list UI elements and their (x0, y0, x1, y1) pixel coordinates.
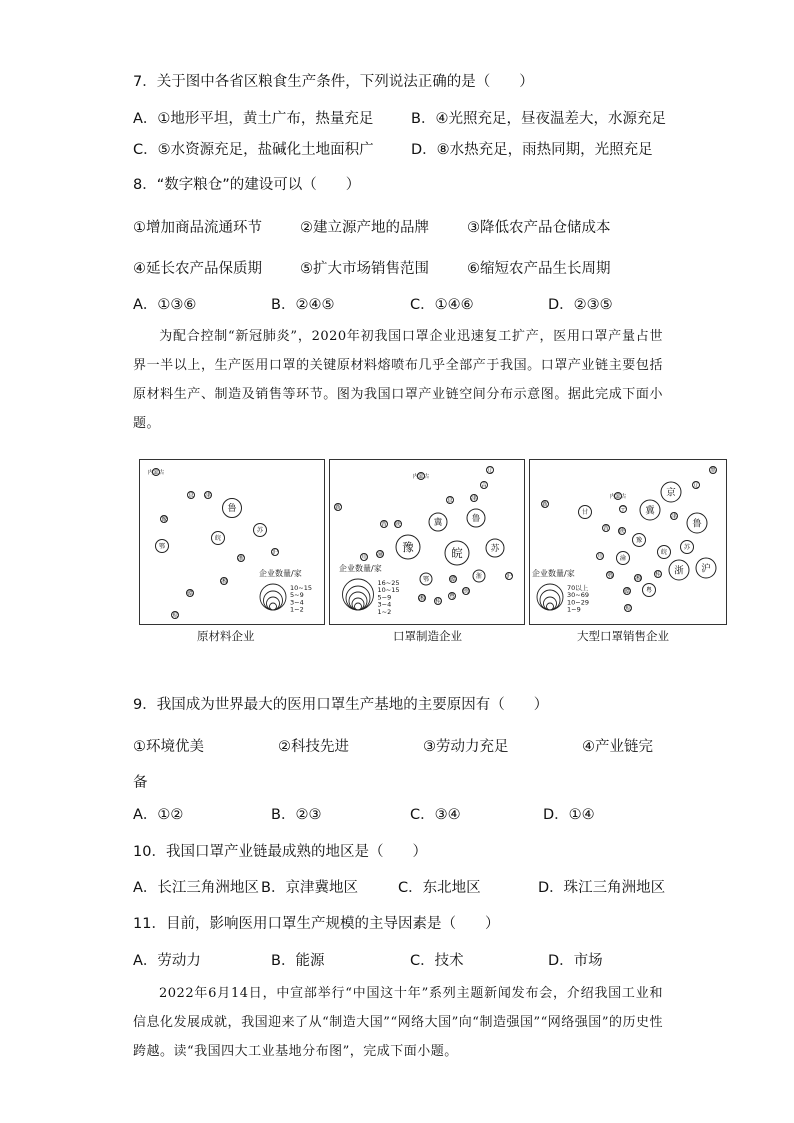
q7-option-c[interactable]: C．⑤水资源充足，盐碱化土地面积广 (133, 142, 374, 158)
legend-circle (355, 603, 362, 610)
bubble-label: 桂 (654, 571, 662, 579)
bubble-label: 闽 (462, 588, 470, 596)
legend-circle (270, 603, 277, 610)
legend-circle (267, 597, 280, 610)
bubble-label: 鲁 (692, 518, 702, 530)
bubble-label: 琼 (624, 605, 632, 613)
q10-option-b[interactable]: B．京津冀地区 (261, 880, 358, 896)
bubble-label: 内蒙古 (609, 493, 627, 500)
bubble-label: 京 (666, 487, 676, 499)
bubble-label: 陕 (394, 521, 402, 529)
legend-title: 企业数量/家 (339, 564, 382, 573)
bubble-label: 内蒙古 (412, 473, 430, 480)
q11-option-b[interactable]: B．能源 (271, 953, 325, 969)
bubble-label: 浙 (475, 573, 483, 581)
bubble-label: 湘 (634, 575, 642, 583)
q8-item-5: ⑤扩大市场销售范围 (300, 261, 429, 277)
legend-label: 10~29 (567, 598, 589, 607)
bubble-label: 内蒙古 (147, 469, 165, 476)
bubble-label: 吉 (480, 482, 488, 490)
bubble-label: 豫 (160, 516, 168, 524)
bubble-label: 宁 (619, 506, 627, 514)
legend-label: 5~9 (377, 593, 392, 602)
bubble-map-raw-material (140, 460, 324, 624)
bubble-label: 沪 (701, 563, 711, 575)
bubble-label: 豫 (635, 537, 643, 545)
bubble-label: 晋 (380, 521, 388, 529)
bubble-label: 川 (360, 554, 368, 562)
q8-option-b[interactable]: B．②④⑤ (271, 297, 335, 313)
legend-label: 1~2 (377, 607, 392, 616)
panel-sales (529, 459, 727, 625)
bubble-label: 京 (187, 492, 195, 500)
bubble-label: 赣 (623, 588, 631, 596)
panel-manufacturing (329, 459, 525, 625)
panel-raw-material (139, 459, 325, 625)
q9-item-4: ④产业链完 (582, 739, 653, 755)
legend-label: 5~9 (290, 591, 304, 600)
q11-option-d[interactable]: D．市场 (548, 953, 603, 969)
bubble-label: 渝 (619, 555, 627, 563)
legend-title: 企业数量/家 (532, 569, 575, 578)
passage-mask-industry: 为配合控制“新冠肺炎”，2020年初我国口罩企业迅速复工扩产，医用口罩产量占世界一半以上，生产医用口罩的关键原材料熔喷布几乎全部产于我国。口罩产业链主要包括原材料生产、制造及销售等环节。图为我国口罩产业链空间分布示意图。据此完成下面小题。 (133, 329, 663, 431)
q8-item-6: ⑥缩短农产品生长周期 (467, 261, 611, 277)
legend-label: 10~15 (290, 584, 312, 592)
legend-circle (352, 598, 364, 610)
q8-stem: 8．“数字粮仓”的建设可以（ ） (133, 177, 361, 193)
bubble-label: 甘 (581, 509, 589, 517)
caption-sales: 大型口罩销售企业 (577, 629, 669, 643)
bubble-label: 鄂 (422, 576, 430, 584)
q8-item-1: ①增加商品流通环节 (133, 220, 262, 236)
bubble-label: 赣 (186, 590, 194, 598)
bubble-label: 鲁 (227, 504, 237, 515)
bubble-label: 鲁 (471, 514, 481, 525)
q8-option-d[interactable]: D．②③⑤ (548, 297, 613, 313)
passage-industrial-bases: 2022年6月14日，中宣部举行“中国这十年”系列主题新闻发布会，介绍我国工业和信息化发展成就，我国迎来了从“制造大国”“网络大国”向“制造强国”“网络强国”的历史性跨越。读“我国四大工业基地分布图”，完成下面小题。 (133, 986, 663, 1059)
bubble-label: 津 (470, 495, 478, 503)
bubble-label: 粤 (448, 593, 456, 601)
bubble-label: 皖 (451, 546, 463, 561)
bubble-label: 鄂 (158, 543, 166, 551)
q9-item-1: ①环境优美 (133, 739, 204, 755)
legend-label: 1~2 (290, 605, 304, 614)
q8-item-2: ②建立源产地的品牌 (300, 220, 429, 236)
bubble-label: 苏 (683, 544, 691, 552)
bubble-label: 湘 (220, 578, 228, 586)
caption-manufacturing: 口罩制造企业 (393, 629, 462, 643)
legend-label: 3~4 (290, 598, 304, 607)
q8-option-c[interactable]: C．①④⑥ (410, 297, 474, 313)
q10-option-d[interactable]: D．珠江三角洲地区 (538, 880, 666, 896)
bubble-label: 新 (541, 501, 549, 509)
legend-circle (540, 590, 560, 610)
q10-option-a[interactable]: A．长江三角洲地区 (133, 880, 259, 896)
q11-option-a[interactable]: A．劳动力 (133, 953, 201, 969)
q9-option-d[interactable]: D．①④ (543, 807, 595, 823)
bubble-label: 鄂 (606, 572, 614, 580)
q10-option-c[interactable]: C．东北地区 (398, 880, 481, 896)
q9-item-2: ②科技先进 (278, 739, 349, 755)
bubble-label: 琼 (171, 612, 179, 620)
q7-stem: 7．关于图中各省区粮食生产条件，下列说法正确的是（ ） (133, 74, 534, 90)
legend-label: 70以上 (567, 584, 589, 592)
legend-circle (547, 603, 554, 610)
bubble-label: 沪 (271, 549, 279, 557)
q9-stem: 9．我国成为世界最大的医用口罩生产基地的主要原因有（ ） (133, 697, 549, 713)
legend-circle (264, 591, 283, 610)
bubble-label: 津 (204, 492, 212, 500)
q9-item-4-cont: 备 (133, 775, 148, 791)
bubble-label: 京 (446, 497, 454, 505)
legend-label: 1~9 (567, 605, 581, 614)
bubble-label: 皖 (660, 549, 668, 557)
bubble-label: 津 (670, 513, 678, 521)
bubble-label: 苏 (490, 544, 500, 555)
q9-option-c[interactable]: C．③④ (410, 807, 461, 823)
q11-option-c[interactable]: C．技术 (410, 953, 464, 969)
q9-option-a[interactable]: A．①② (133, 807, 184, 823)
bubble-label: 冀 (645, 505, 655, 517)
legend-circle (343, 579, 374, 610)
bubble-label: 桂 (434, 598, 442, 606)
q7-option-a[interactable]: A．①地形平坦，黄土广布，热量充足 (133, 111, 374, 127)
bubble-label: 晋 (602, 525, 610, 533)
legend-label: 16~25 (377, 579, 400, 587)
bubble-label: 冀 (433, 518, 443, 529)
bubble-label: 黑 (709, 467, 717, 475)
legend-circle (349, 592, 367, 610)
bubble-label: 皖 (214, 535, 222, 543)
bubble-map-sales (530, 460, 726, 624)
bubble-label: 新 (334, 504, 342, 512)
q8-item-3: ③降低农产品仓储成本 (467, 220, 611, 236)
bubble-label: 粤 (645, 587, 653, 595)
q10-stem: 10．我国口罩产业链最成熟的地区是（ ） (133, 844, 427, 860)
bubble-label: 辽 (486, 467, 494, 475)
bubble-label: 川 (596, 553, 604, 561)
caption-raw-material: 原材料企业 (197, 629, 255, 643)
bubble-label: 辽 (692, 482, 700, 490)
legend-label: 3~4 (377, 600, 392, 609)
q7-option-b[interactable]: B．④光照充足，昼夜温差大，水源充足 (411, 111, 666, 127)
legend-circle (544, 597, 557, 610)
q7-option-d[interactable]: D．⑧水热充足，雨热同期，光照充足 (411, 142, 653, 158)
bubble-label: 湘 (418, 595, 426, 603)
bubble-label: 豫 (402, 540, 414, 555)
legend-label: 10~15 (377, 586, 400, 595)
q9-option-b[interactable]: B．②③ (271, 807, 322, 823)
bubble-map-manufacturing (330, 460, 524, 624)
bubble-label: 浙 (237, 555, 245, 563)
legend-label: 30~69 (567, 591, 589, 600)
bubble-label: 沪 (505, 573, 513, 581)
bubble-label: 浙 (674, 565, 684, 577)
q11-stem: 11．目前，影响医用口罩生产规模的主导因素是（ ） (133, 916, 500, 932)
q8-item-4: ④延长农产品保质期 (133, 261, 262, 277)
legend-title: 企业数量/家 (259, 569, 302, 578)
bubble-label: 苏 (256, 527, 264, 535)
bubble-label: 陕 (618, 528, 626, 536)
q8-option-a[interactable]: A．①③⑥ (133, 297, 197, 313)
bubble-label: 赣 (449, 576, 457, 584)
q9-item-3: ③劳动力充足 (423, 739, 509, 755)
bubble-label: 渝 (376, 551, 384, 559)
